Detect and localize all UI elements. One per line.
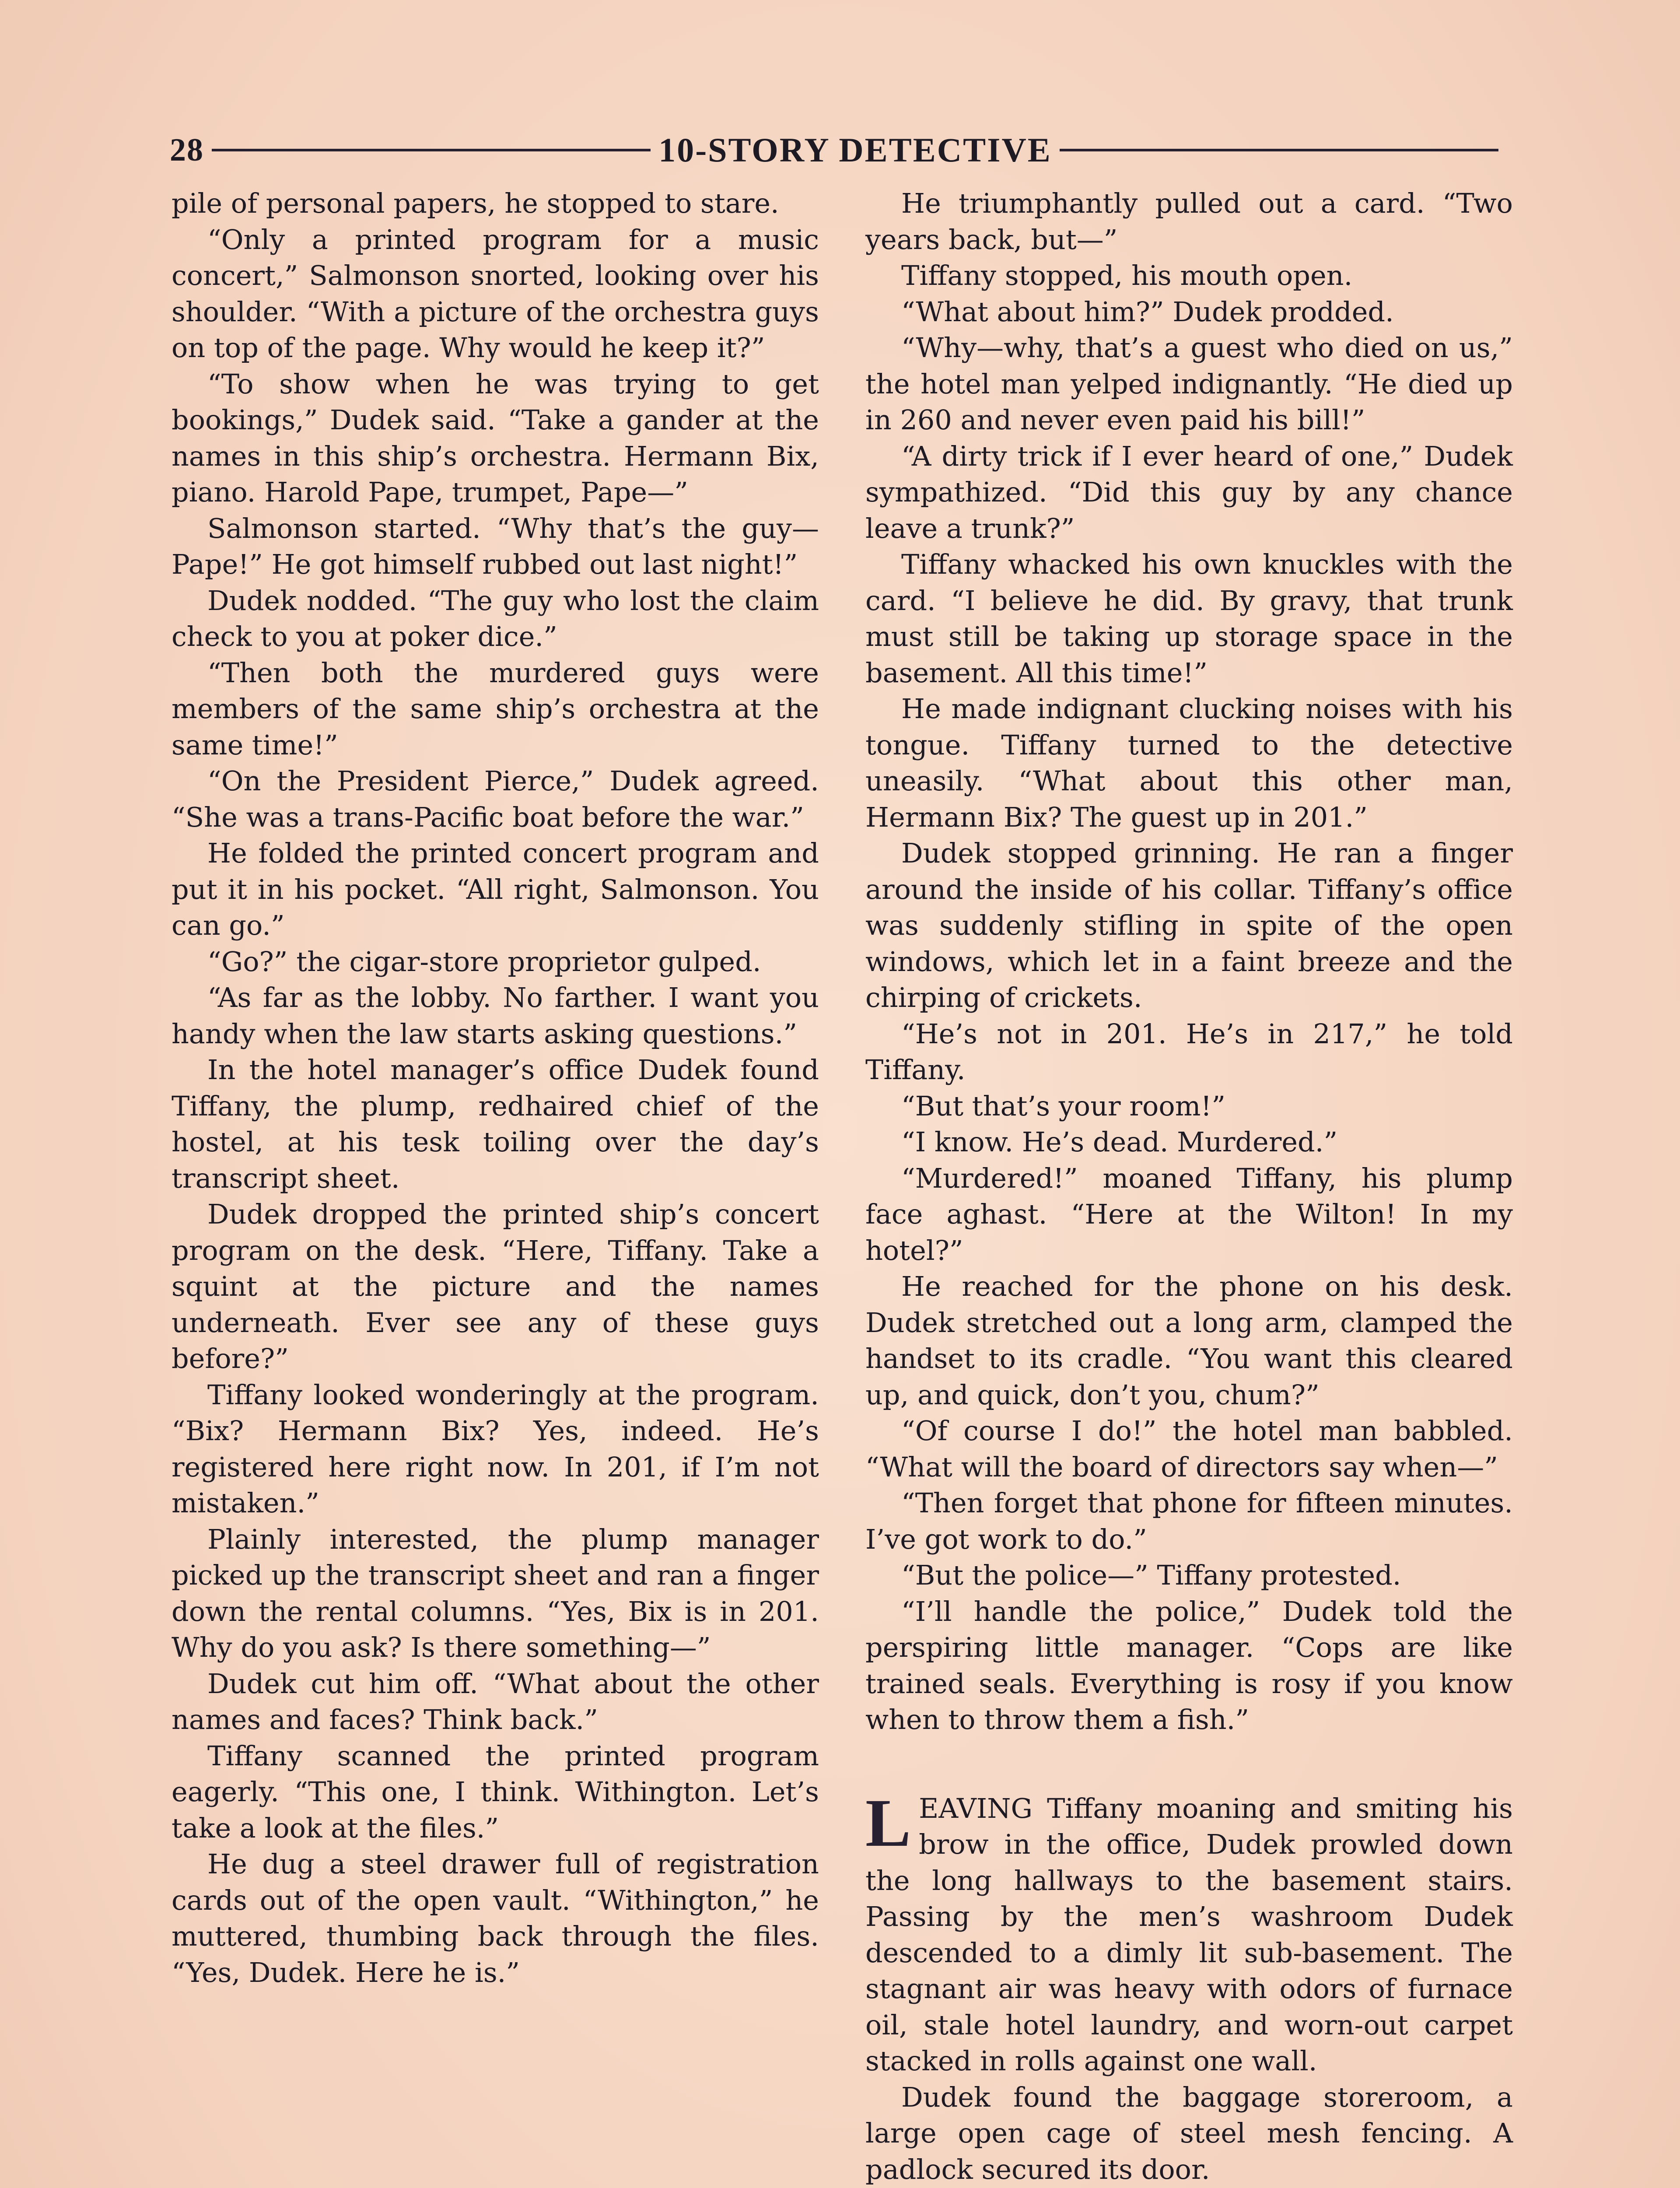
- paragraph: “I’ll handle the police,” Dudek told the perspiring little manager. “Cops are like trained seals. Everything is rosy if you know when to throw them a fish.”: [865, 1595, 1513, 1736]
- header-rule-left: [212, 149, 651, 151]
- paragraph: Tiffany whacked his own knuckles with the card. “I believe he did. By gravy, that trunk must still be taking up storage space in the basement. All this time!”: [865, 548, 1513, 689]
- paragraph: “As far as the lobby. No farther. I want you handy when the law starts asking questions.”: [172, 982, 819, 1050]
- paragraph: pile of personal papers, he stopped to stare.: [172, 187, 779, 219]
- left-column: [172, 186, 819, 1991]
- paragraph: “On the President Pierce,” Dudek agreed. “She was a trans-Pacific boat before the war.”: [172, 765, 819, 833]
- section-opening-text: EAVING Tiffany moaning and smiting his brow in the office, Dudek prowled down the long hallways to the basement stairs. Passing by the men’s washroom Dudek descended to a dimly lit sub-basement. The stagnant air was heavy with odors of furnace oil, stale hotel laundry, and worn-out carpet stacked in rolls against one wall.: [865, 1792, 1513, 2077]
- paragraph: “Of course I do!” the hotel man babbled. “What will the board of directors say when—”: [865, 1415, 1513, 1483]
- paragraph: “To show when he was trying to get bookings,” Dudek said. “Take a gander at the names in this ship’s orchestra. Hermann Bix, piano. Harold Pape, trumpet, Pape—”: [172, 368, 819, 508]
- paragraph: “But the police—” Tiffany protested.: [901, 1559, 1401, 1591]
- paragraph: Dudek nodded. “The guy who lost the claim check to you at poker dice.”: [172, 584, 819, 652]
- paragraph: “A dirty trick if I ever heard of one,” Dudek sympathized. “Did this guy by any chance leave a trunk?”: [865, 440, 1513, 544]
- paragraph: “Then both the murdered guys were members of the same ship’s orchestra at the same time!”: [172, 656, 819, 761]
- paragraph: Dudek dropped the printed ship’s concert program on the desk. “Here, Tiffany. Take a squint at the picture and the names underneath. Ever see any of these guys before?”: [172, 1198, 819, 1375]
- paragraph: “Murdered!” moaned Tiffany, his plump face aghast. “Here at the Wilton! In my hotel?”: [865, 1162, 1513, 1266]
- page-number: 28: [170, 132, 204, 168]
- paragraph: “Go?” the cigar-store proprietor gulped.: [207, 945, 761, 978]
- drop-cap: L: [865, 1785, 911, 1861]
- paragraph: Tiffany looked wonderingly at the program. “Bix? Hermann Bix? Yes, indeed. He’s registered here right now. In 201, if I’m not mistaken.”: [172, 1378, 819, 1519]
- section-break: [865, 1785, 1513, 2188]
- paragraph: He dug a steel drawer full of registration cards out of the open vault. “Withington,” he muttered, thumbing back through the files. “Yes, Dudek. Here he is.”: [172, 1848, 819, 1988]
- paragraph: He reached for the phone on his desk. Dudek stretched out a long arm, clamped the handset to its cradle. “You want this cleared up, and quick, don’t you, chum?”: [865, 1270, 1513, 1411]
- paragraph: “Why—why, that’s a guest who died on us,” the hotel man yelped indignantly. “He died up in 260 and never even paid his bill!”: [865, 332, 1513, 436]
- paragraph: Tiffany scanned the printed program eagerly. “This one, I think. Withington. Let’s take a look at the files.”: [172, 1739, 819, 1844]
- paragraph: Plainly interested, the plump manager picked up the transcript sheet and ran a finger down the rental columns. “Yes, Bix is in 201. Why do you ask? Is there something—”: [172, 1523, 819, 1663]
- paragraph: “I know. He’s dead. Murdered.”: [901, 1126, 1338, 1158]
- header-rule-right: [1060, 149, 1498, 151]
- paragraph: He triumphantly pulled out a card. “Two years back, but—”: [865, 187, 1513, 256]
- paragraph: “Only a printed program for a music concert,” Salmonson snorted, looking over his shoulder. “With a picture of the orchestra guys on top of the page. Why would he keep it?”: [172, 223, 819, 364]
- magazine-title: 10-STORY DETECTIVE: [658, 131, 1052, 169]
- paragraph: Dudek cut him off. “What about the other names and faces? Think back.”: [172, 1667, 819, 1736]
- paragraph: Dudek found the baggage storeroom, a large open cage of steel mesh fencing. A padlock secured its door.: [865, 2081, 1513, 2185]
- paragraph: “He’s not in 201. He’s in 217,” he told Tiffany.: [865, 1017, 1513, 1086]
- paragraph: Dudek stopped grinning. He ran a finger around the inside of his collar. Tiffany’s office was suddenly stifling in spite of the open windows, which let in a faint breeze and the chirping of crickets.: [865, 837, 1513, 1013]
- paragraph: Salmonson started. “Why that’s the guy—Pape!” He got himself rubbed out last night!”: [172, 512, 819, 580]
- paragraph: “What about him?” Dudek prodded.: [901, 295, 1394, 328]
- paragraph: Tiffany stopped, his mouth open.: [901, 259, 1353, 291]
- section-opening-paragraph: [865, 1785, 1513, 2079]
- paragraph: He made indignant clucking noises with his tongue. Tiffany turned to the detective uneasily. “What about this other man, Hermann Bix? The guest up in 201.”: [865, 693, 1513, 833]
- paragraph: In the hotel manager’s office Dudek found Tiffany, the plump, redhaired chief of the hostel, at his tesk toiling over the day’s transcript sheet.: [172, 1054, 819, 1194]
- paragraph: He folded the printed concert program and put it in his pocket. “All right, Salmonson. You can go.”: [172, 837, 819, 941]
- paragraph: “Then forget that phone for fifteen minutes. I’ve got work to do.”: [865, 1487, 1513, 1555]
- running-header: [170, 126, 1506, 174]
- paragraph: “But that’s your room!”: [901, 1090, 1226, 1122]
- right-column: [865, 186, 1513, 2188]
